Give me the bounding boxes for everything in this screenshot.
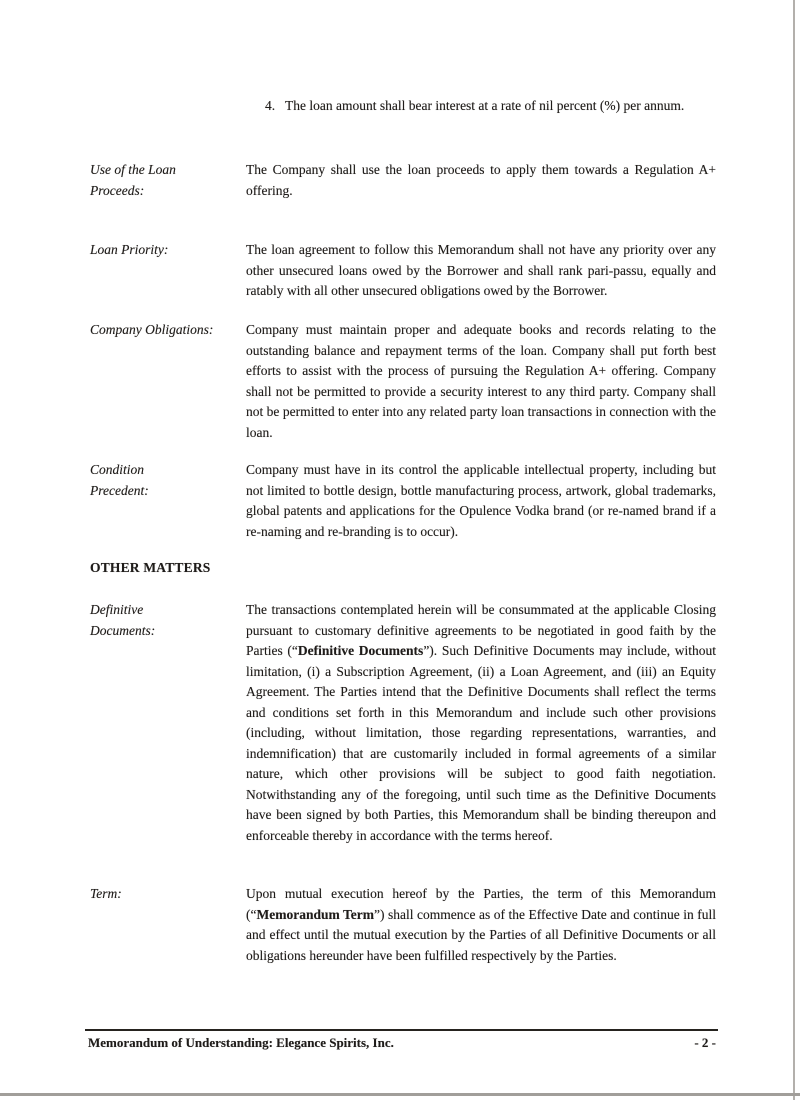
section-label: Company Obligations: [90,322,214,337]
defined-term-bold: Definitive Documents [297,643,424,658]
section-body: Company must maintain proper and adequate books and records relating to the outstanding balance and repayment terms of the loan. Company shall put forth best efforts to assist with the process of pursuing the Regulation A+ offering. Company shall not be permitted to provide a security interest to any third party. Company shall not be permitted to enter into any related party loan transactions in connection with the loan. [246,322,716,440]
body-text: The transactions contemplated herein will be consummated at the applicable Closing pursuant to customary definitive agreements to be negotiated in good faith by the Parties (“ [246,602,716,658]
list-item-text: The loan amount shall bear interest at a rate of nil percent (%) per annum. [285,98,685,113]
section-definitive-documents [90,600,716,846]
numbered-list-item-4 [265,96,740,117]
body-text: ”). Such Definitive Documents may include, without limitation, (i) a Subscription Agreement, (ii) a Loan Agreement, and (iii) an Equity Agreement. The Parties intend that the Definitive Documents shall reflect the terms and conditions set forth in this Memorandum and include such other provisions (including, without limitation, those regarding representations, warranties, and indemnification) that are customarily included in formal agreements of a similar nature, which other provisions will be subject to good faith negotiation. Notwithstanding any of the foregoing, until such time as the Definitive Documents have been signed by both Parties, this Memorandum shall be binding thereupon and enforceable thereby in accordance with the terms hereof. [246,643,717,843]
other-matters-heading: OTHER MATTERS [90,560,211,575]
list-item-number: 4. [265,98,276,113]
section-label: Use of the Loan Proceeds: [90,162,176,198]
section-term [90,884,716,966]
section-label: Term: [90,886,122,901]
footer-title: Memorandum of Understanding: Elegance Spirits, Inc. [88,1035,394,1050]
section-condition-precedent [90,460,716,542]
body-text: Upon mutual execution hereof by the Parties, the term of this Memorandum (“ [246,886,716,922]
section-body [246,884,716,966]
page-edge-right [793,0,795,1100]
section-body: The loan agreement to follow this Memorandum shall not have any priority over any other unsecured loans owed by the Borrower and shall rank pari-passu, equally and ratably with all other unsecured obligations owed by the Borrower. [246,242,716,298]
footer-divider [85,1029,718,1031]
section-use-of-loan-proceeds [90,160,716,201]
page-edge-bottom [0,1093,800,1096]
body-text: ”) shall commence as of the Effective Date and continue in full and effect until the mutual execution by the Parties of all Definitive Documents or all obligations hereunder have been fulfilled respectively by the Parties. [246,906,716,963]
section-loan-priority [90,240,716,302]
footer-page-number: - 2 - [694,1035,716,1050]
section-body [246,600,716,846]
defined-term-bold: Memorandum Term [256,906,375,922]
section-label: Condition Precedent: [90,462,149,498]
section-company-obligations [90,320,716,443]
page-footer [88,1035,716,1051]
section-label: Definitive Documents: [90,602,156,638]
section-body: Company must have in its control the applicable intellectual property, including but not limited to bottle design, bottle manufacturing process, artwork, global trademarks, global patents and applications for the Opulence Vodka brand (or re-named brand if a re-naming and re-branding is to occur). [246,462,716,539]
section-label: Loan Priority: [90,242,169,257]
section-body: The Company shall use the loan proceeds to apply them towards a Regulation A+ offering. [246,162,716,198]
